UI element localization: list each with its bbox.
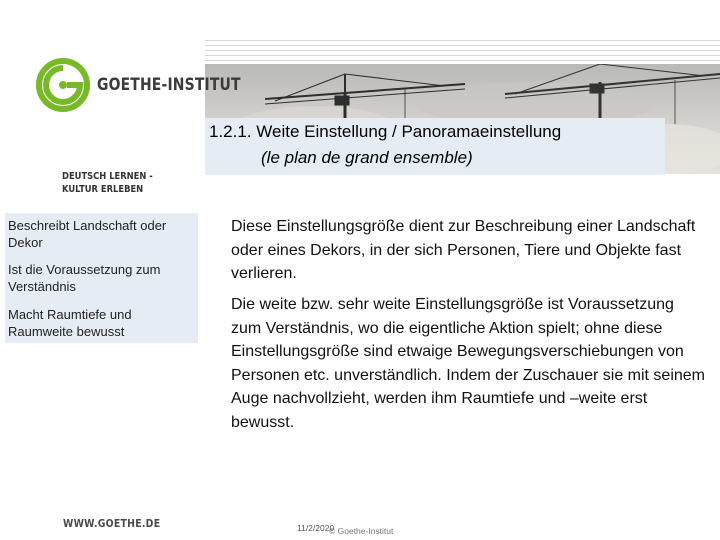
footer-date: 11/2/2020 xyxy=(297,523,335,533)
slide-subtitle: (le plan de grand ensemble) xyxy=(261,148,473,167)
tagline: DEUTSCH LERNEN - KULTUR ERLEBEN xyxy=(62,171,153,195)
body-paragraph-2: Die weite bzw. sehr weite Einstellungsgröße ist Voraussetzung zum Verständnis, wo die eigentliche Aktion spielt; ohne diese Einstellungsgröße sind etwaige Bewegungsverschiebungen von Personen etc. unverständlich. Indem der Zuschauer sie mit seinem Auge nachvollzieht, werden ihm Raumtiefe und –weite erst bewusst. xyxy=(231,296,706,431)
footer-copyright: © Goethe-Institut xyxy=(329,526,394,536)
slide-title-box xyxy=(205,118,665,175)
logo-text: GOETHE-INSTITUT xyxy=(97,75,241,95)
keyword-item: Ist die Voraussetzung zum Verständnis xyxy=(8,262,161,294)
footer-url[interactable]: WWW.GOETHE.DE xyxy=(63,517,161,530)
body-paragraph-1: Diese Einstellungsgröße dient zur Beschreibung einer Landschaft oder eines Dekors, in der sich Personen, Tiere und Objekte fast verlieren. xyxy=(231,218,696,282)
keyword-item: Beschreibt Landschaft oder Dekor xyxy=(8,218,167,250)
header-decor-lines xyxy=(205,40,720,62)
goethe-logo-icon xyxy=(35,55,95,115)
keyword-item: Macht Raumtiefe und Raumweite bewusst xyxy=(8,307,132,339)
slide-title: 1.2.1. Weite Einstellung / Panoramaeinstellung xyxy=(209,122,562,141)
keyword-panel xyxy=(5,213,198,343)
goethe-logo xyxy=(35,55,241,115)
